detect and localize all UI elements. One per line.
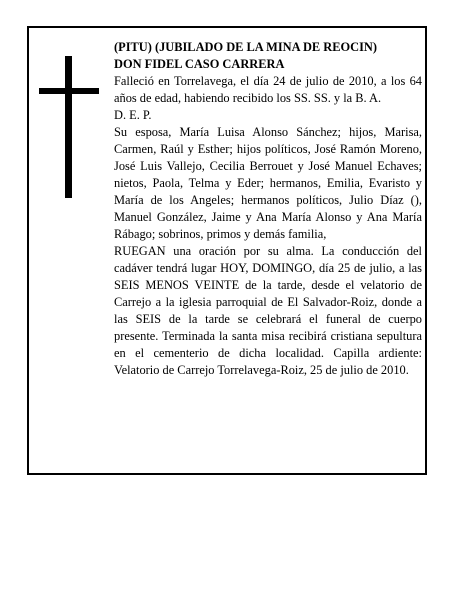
cross-icon (39, 56, 99, 198)
cross-vertical-bar (65, 56, 72, 198)
funeral-details: RUEGAN una oración por su alma. La conducción del cadáver tendrá lugar HOY, DOMINGO, día 25 de julio, a las SEIS MENOS VEINTE de la tarde, desde el velatorio de Carrejo a la iglesia parroquial de El Salvador-Roiz, donde a las SEIS de la tarde se celebrará el funeral de cuerpo presente. Terminada la santa misa recibirá cristiana sepultura en el cementerio de dicha localidad. Capilla ardiente: Velatorio de Carrejo Torrelavega-Roiz, 25 de julio de 2010. (114, 244, 422, 377)
cross-horizontal-bar (39, 88, 99, 94)
deceased-name: DON FIDEL CASO CARRERA (114, 57, 285, 71)
death-announcement: Falleció en Torrelavega, el día 24 de julio de 2010, a los 64 años de edad, habiendo recibido los SS. SS. y la B. A. (114, 74, 422, 105)
notice-title: (PITU) (JUBILADO DE LA MINA DE REOCIN) (114, 40, 377, 54)
rip-line: D. E. P. (114, 108, 152, 122)
notice-body (114, 39, 422, 379)
obituary-notice (27, 26, 427, 475)
family-list: Su esposa, María Luisa Alonso Sánchez; hijos, Marisa, Carmen, Raúl y Esther; hijos políticos, José Ramón Moreno, José Luis Vallejo, Cecilia Berrouet y José Manuel Echaves; nietos, Paola, Telma y Eder; hermanos, Emilia, Evaristo y María de los Angeles; hermanos políticos, Julio Díaz (), Manuel González, Jaime y Ana María Alonso y Ana María Rábago; sobrinos, primos y demás familia, (114, 125, 422, 241)
